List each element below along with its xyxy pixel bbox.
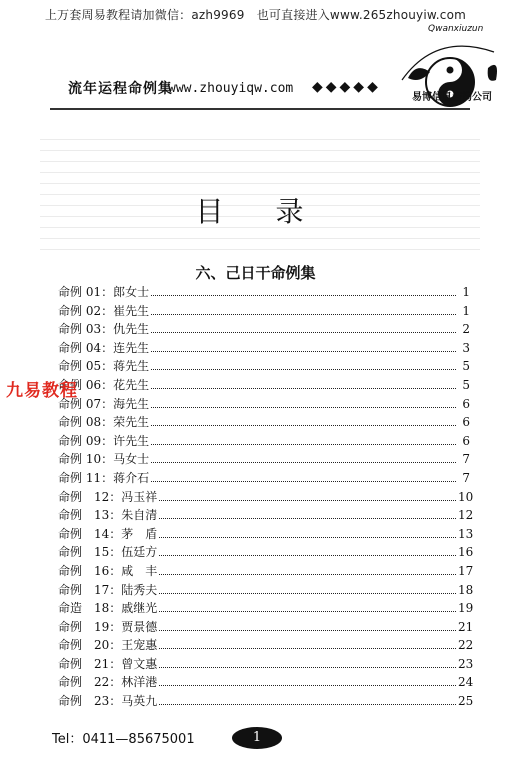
toc-leader-dots <box>151 407 456 408</box>
toc-entry-name: 荣先生 <box>113 415 150 430</box>
toc-leader-dots <box>151 351 456 352</box>
toc-entry-name: 蒋先生 <box>113 359 150 374</box>
toc-entry-label: 命造 18： <box>58 601 122 616</box>
toc-entry-page: 17 <box>458 563 474 578</box>
logo-caption-top: Qwanxiuzun <box>428 24 484 34</box>
toc-entry-page: 1 <box>462 285 470 299</box>
toc-entry-name: 朱自清 <box>121 508 158 523</box>
toc-leader-dots <box>159 555 456 556</box>
toc-entry-label: 命例 01： <box>58 285 114 299</box>
toc-entry-label: 命例 13： <box>58 508 122 523</box>
toc-entry-name: 茅 盾 <box>121 526 158 541</box>
toc-entry <box>58 283 470 302</box>
toc-entry-page: 23 <box>458 656 474 671</box>
toc-entry-name: 马女士 <box>113 452 150 467</box>
toc-entry-name: 林洋港 <box>121 675 158 690</box>
logo-caption-bottom: 易博信息咨询公司 <box>412 92 492 103</box>
toc-entry-label: 命例 06： <box>58 377 114 392</box>
toc-entry <box>58 673 474 692</box>
toc-entry-page: 21 <box>458 619 474 634</box>
toc-entry <box>58 581 474 600</box>
toc-entry <box>58 543 474 562</box>
toc-entry-label: 命例 22： <box>58 675 122 690</box>
toc-entry <box>58 562 474 581</box>
toc-entry-name: 仇先生 <box>113 322 150 337</box>
toc-entry-name: 咸 丰 <box>121 563 158 578</box>
toc-leader-dots <box>151 388 456 389</box>
toc-entry-page: 3 <box>462 340 470 355</box>
toc-entry-name: 陆秀夫 <box>121 582 158 597</box>
toc-entry-page: 12 <box>458 508 474 523</box>
toc-entry <box>58 525 474 544</box>
toc-leader-dots <box>159 630 456 631</box>
toc-leader-dots <box>159 704 456 705</box>
toc-entry <box>58 599 474 618</box>
toc-entry-page: 18 <box>458 582 474 597</box>
toc-entry <box>58 395 470 414</box>
toc-entry-label: 命例 12： <box>58 489 122 504</box>
toc-entry-page: 2 <box>462 322 470 337</box>
toc-leader-dots <box>159 574 456 575</box>
toc-entry-label: 命例 17： <box>58 582 122 597</box>
toc-entry-label: 命例 04： <box>58 340 114 355</box>
toc-entry <box>58 506 474 525</box>
toc-entry-label: 命例 02： <box>58 303 114 318</box>
header-url: www.zhouyiqw.com <box>168 81 294 96</box>
toc-entry-name: 蒋介石 <box>113 470 150 485</box>
toc-entry-name: 冯玉祥 <box>121 489 158 504</box>
toc-leader-dots <box>159 500 456 501</box>
toc-leader-dots <box>151 444 456 445</box>
toc-entry-label: 命例 08： <box>58 415 114 430</box>
toc-leader-dots <box>159 611 456 612</box>
toc-entry-name: 曾文惠 <box>121 656 158 671</box>
toc-entry <box>58 432 470 451</box>
book-title: 流年运程命例集 <box>68 81 173 97</box>
toc-entry-label: 命例 14： <box>58 526 122 541</box>
toc-entry <box>58 357 470 376</box>
toc-entry <box>58 450 470 469</box>
diamond-ornament: ◆◆◆◆◆ <box>312 79 381 95</box>
toc-entry-page: 7 <box>462 452 470 467</box>
toc-leader-dots <box>151 295 456 296</box>
toc-entry <box>58 469 470 488</box>
toc-entry-page: 13 <box>458 526 474 541</box>
toc-entry-label: 命例 15： <box>58 545 122 560</box>
toc-entry-page: 22 <box>458 638 474 653</box>
toc-entry-page: 25 <box>458 694 474 709</box>
toc-leader-dots <box>159 537 456 538</box>
toc-leader-dots <box>151 481 456 482</box>
toc-entry-name: 崔先生 <box>113 303 150 318</box>
toc-entry-page: 6 <box>462 396 470 411</box>
watermark: 九易教程 <box>6 381 78 401</box>
toc-entry-page: 24 <box>458 675 474 690</box>
toc-entry-name: 伍廷方 <box>121 545 158 560</box>
toc-entry-page: 6 <box>462 433 470 448</box>
toc-entry-page: 7 <box>462 470 470 485</box>
toc-entry-label: 命例 20： <box>58 638 122 653</box>
toc-entry-name: 连先生 <box>113 340 150 355</box>
toc-leader-dots <box>159 648 456 649</box>
toc-entry-page: 5 <box>462 359 470 374</box>
toc-entry-name: 郎女士 <box>113 285 150 299</box>
toc-entry-label: 命例 21： <box>58 656 122 671</box>
toc-entry-name: 马英九 <box>121 694 158 709</box>
toc-entry-label: 命例 23： <box>58 694 122 709</box>
toc-leader-dots <box>159 518 456 519</box>
toc-leader-dots <box>159 593 456 594</box>
toc-entry <box>58 488 474 507</box>
toc-leader-dots <box>151 369 456 370</box>
toc-leader-dots <box>151 332 456 333</box>
toc-leader-dots <box>151 462 456 463</box>
toc-entry <box>58 618 474 637</box>
toc-entry-label: 命例 09： <box>58 433 114 448</box>
table-of-contents <box>58 283 474 711</box>
toc-entry-name: 花先生 <box>113 377 150 392</box>
toc-entry-label: 命例 16： <box>58 563 122 578</box>
toc-entry <box>58 692 474 711</box>
section-title: 六、己日干命例集 <box>195 264 316 282</box>
toc-entry-name: 王宠惠 <box>121 638 158 653</box>
toc-entry-page: 1 <box>462 303 470 318</box>
toc-entry <box>58 655 474 674</box>
toc-leader-dots <box>151 314 456 315</box>
toc-entry-name: 贾景德 <box>121 619 158 634</box>
toc-entry-page: 16 <box>458 545 474 560</box>
toc-entry-page: 19 <box>458 601 474 616</box>
toc-leader-dots <box>159 667 456 668</box>
toc-leader-dots <box>151 425 456 426</box>
yin-yang-logo-icon <box>396 22 504 124</box>
toc-entry-label: 命例 19： <box>58 619 122 634</box>
toc-entry-label: 命例 07： <box>58 396 114 411</box>
toc-entry-name: 海先生 <box>113 396 150 411</box>
toc-entry <box>58 302 470 321</box>
toc-entry-label: 命例 05： <box>58 359 114 374</box>
toc-entry-name: 戚继光 <box>121 601 158 616</box>
toc-entry <box>58 339 470 358</box>
toc-entry <box>58 636 474 655</box>
toc-entry-name: 许先生 <box>113 433 150 448</box>
toc-entry-page: 10 <box>458 489 474 504</box>
top-banner-text: 上万套周易教程请加微信：azh9969 也可直接进入www.265zhouyiw.com <box>44 8 467 22</box>
toc-entry <box>58 376 470 395</box>
page-title: 目 录 <box>195 195 316 228</box>
footer-phone: Tel：0411—85675001 <box>52 732 195 747</box>
toc-entry <box>58 413 470 432</box>
toc-entry-label: 命例 03： <box>58 322 114 337</box>
toc-entry-page: 6 <box>462 415 470 430</box>
toc-entry-label: 命例 11： <box>58 470 114 485</box>
page-number-badge: 1 <box>232 727 282 749</box>
toc-leader-dots <box>159 685 456 686</box>
toc-entry-page: 5 <box>462 377 470 392</box>
toc-entry <box>58 320 470 339</box>
toc-entry-label: 命例 10： <box>58 452 114 467</box>
